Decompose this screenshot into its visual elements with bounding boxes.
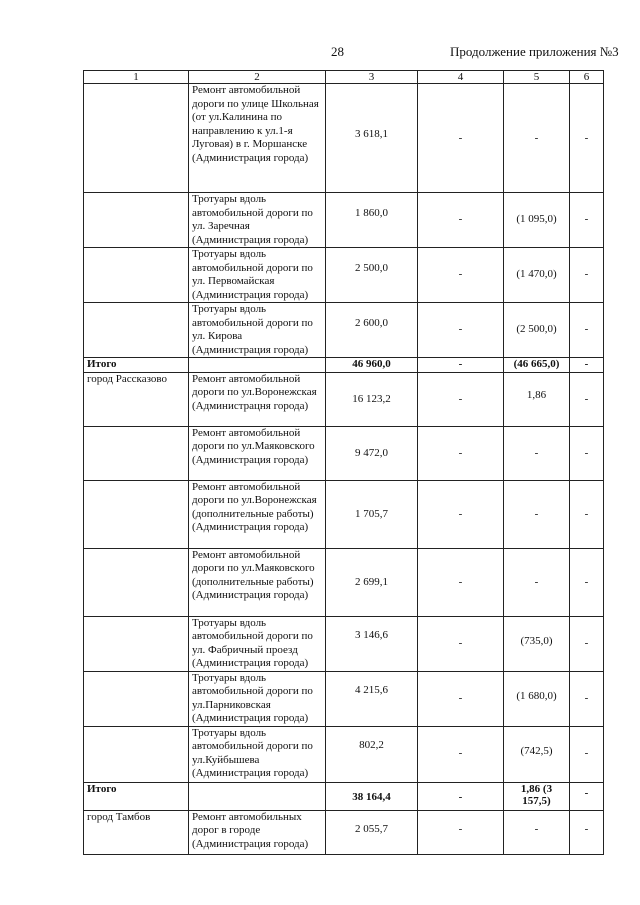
table-row [84,426,604,480]
amount-cell: 16 123,2 [326,372,418,426]
col6-cell: - [570,480,604,548]
table-row [84,810,604,854]
col5-cell: (735,0) [504,616,570,671]
total-label: Итого [84,782,189,810]
amount-cell: 9 472,0 [326,426,418,480]
col6-cell: - [570,248,604,303]
municipality-cell [84,303,189,358]
col6-cell: - [570,548,604,616]
table-row [84,726,604,782]
column-header: 1 [84,71,189,84]
total-row [84,782,604,810]
table-row [84,480,604,548]
col5-cell: - [504,810,570,854]
object-cell: Тротуары вдоль автомобильной дороги по ул. Фабричный проезд (Администрация города) [189,616,326,671]
col6-cell: - [570,810,604,854]
column-header: 4 [418,71,504,84]
col6-cell: - [570,671,604,726]
municipality-cell [84,84,189,193]
col4-cell: - [418,810,504,854]
municipality-cell [84,671,189,726]
amount-cell: 2 500,0 [326,248,418,303]
municipality-cell [84,480,189,548]
table-row [84,303,604,358]
amount-cell: 2 055,7 [326,810,418,854]
col6-cell: - [570,193,604,248]
object-cell: Ремонт автомобильной дороги по ул.Воронежская (дополнительные работы) (Администрация города) [189,480,326,548]
col5-cell: (2 500,0) [504,303,570,358]
object-cell: Тротуары вдоль автомобильной дороги по ул. Заречная (Администрация города) [189,193,326,248]
col4-cell: - [418,358,504,373]
col4-cell: - [418,303,504,358]
table-row [84,671,604,726]
budget-table [83,70,604,855]
object-cell: Ремонт автомобильной дороги по ул.Маяковского (дополнительные работы) (Администрация города) [189,548,326,616]
column-header: 6 [570,71,604,84]
col6-cell: - [570,782,604,810]
col4-cell: - [418,726,504,782]
total-amount: 38 164,4 [326,782,418,810]
col4-cell: - [418,671,504,726]
col4-cell: - [418,782,504,810]
col5-cell: (742,5) [504,726,570,782]
amount-cell: 2 600,0 [326,303,418,358]
amount-cell: 3 146,6 [326,616,418,671]
col5-cell: - [504,426,570,480]
col4-cell: - [418,84,504,193]
object-cell: Ремонт автомобильной дороги по ул.Воронежская (Администрацня города) [189,372,326,426]
object-cell [189,358,326,373]
column-header: 5 [504,71,570,84]
amount-cell: 3 618,1 [326,84,418,193]
col5-cell: (1 470,0) [504,248,570,303]
col5-cell: 1,86 [504,372,570,426]
municipality-cell [84,426,189,480]
municipality-cell [84,616,189,671]
municipality-cell [84,548,189,616]
amount-cell: 1 860,0 [326,193,418,248]
amount-cell: 2 699,1 [326,548,418,616]
municipality-cell: город Тамбов [84,810,189,854]
object-cell: Тротуары вдоль автомобильной дороги по ул.Куйбышева (Администрация города) [189,726,326,782]
amount-cell: 802,2 [326,726,418,782]
col4-cell: - [418,372,504,426]
table-row [84,616,604,671]
object-cell: Тротуары вдоль автомобильной дороги по ул.Парниковская (Администрация города) [189,671,326,726]
column-header: 3 [326,71,418,84]
object-cell: Ремонт автомобильных дорог в городе (Администрация города) [189,810,326,854]
col5-cell: (46 665,0) [504,358,570,373]
col6-cell: - [570,303,604,358]
table-header-row [84,71,604,84]
col5-cell: 1,86 (3 157,5) [504,782,570,810]
col6-cell: - [570,358,604,373]
appendix-label: Продолжение приложения №3 [450,44,619,59]
municipality-cell [84,193,189,248]
col6-cell: - [570,84,604,193]
table-row [84,84,604,193]
object-cell [189,782,326,810]
object-cell: Ремонт автомобильной дороги по ул.Маяковского (Администрация города) [189,426,326,480]
table-row [84,193,604,248]
col6-cell: - [570,372,604,426]
amount-cell: 1 705,7 [326,480,418,548]
object-cell: Ремонт автомобильной дороги по улице Школьная (от ул.Калинина по направлению к ул.1-я Луговая) в г. Моршанске (Администрация города) [189,84,326,193]
object-cell: Тротуары вдоль автомобильной дороги по ул. Кирова (Администрация города) [189,303,326,358]
col4-cell: - [418,193,504,248]
col5-cell: (1 095,0) [504,193,570,248]
col4-cell: - [418,426,504,480]
table-row [84,248,604,303]
col6-cell: - [570,726,604,782]
col4-cell: - [418,616,504,671]
col6-cell: - [570,426,604,480]
total-amount: 46 960,0 [326,358,418,373]
total-row [84,358,604,373]
column-header: 2 [189,71,326,84]
col4-cell: - [418,548,504,616]
col5-cell: - [504,548,570,616]
municipality-cell [84,726,189,782]
page-number: 28 [331,44,344,59]
table-row [84,372,604,426]
col5-cell: - [504,84,570,193]
col5-cell: (1 680,0) [504,671,570,726]
col4-cell: - [418,248,504,303]
total-label: Итого [84,358,189,373]
municipality-cell [84,248,189,303]
amount-cell: 4 215,6 [326,671,418,726]
col5-cell: - [504,480,570,548]
col4-cell: - [418,480,504,548]
object-cell: Тротуары вдоль автомобильной дороги по ул. Первомайская (Администрация города) [189,248,326,303]
col6-cell: - [570,616,604,671]
table-row [84,548,604,616]
municipality-cell: город Рассказово [84,372,189,426]
